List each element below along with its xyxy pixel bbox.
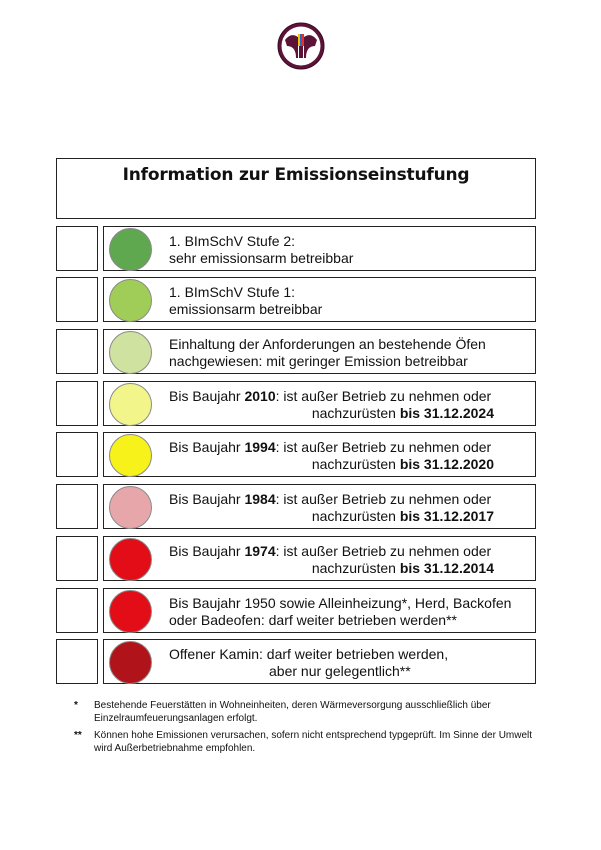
row-label-line2: aber nur gelegentlich** — [269, 663, 411, 679]
row-label — [169, 233, 353, 267]
emission-row — [56, 432, 536, 477]
checkbox[interactable] — [56, 432, 98, 477]
row-label-line2: nachgewiesen: mit geringer Emission betreibbar — [169, 353, 468, 369]
footnote-mark: ** — [74, 730, 82, 741]
footnote-2 — [74, 729, 544, 755]
emission-color-dot-icon — [109, 538, 152, 581]
row-label-line1: Offener Kamin: darf weiter betrieben werden, — [169, 646, 449, 662]
row-label-part: bis 31.12.2017 — [399, 508, 494, 524]
emission-color-dot-icon — [109, 590, 152, 633]
row-label-part: nachzurüsten — [311, 560, 400, 576]
row-label-part: nachzurüsten — [311, 456, 400, 472]
row-label-part: bis 31.12.2014 — [399, 560, 494, 576]
row-label-line2 — [169, 456, 494, 473]
page-title: Information zur Emissionseinstufung — [122, 165, 470, 185]
emission-row — [56, 277, 536, 322]
emission-row — [56, 484, 536, 529]
row-label-line1 — [169, 439, 494, 456]
checkbox[interactable] — [56, 329, 98, 374]
row-label-line1: 1. BImSchV Stufe 1: — [169, 284, 296, 300]
row-label-line2 — [169, 508, 494, 525]
row-label-part: Bis Baujahr — [169, 388, 245, 404]
row-label-line2: sehr emissionsarm betreibbar — [169, 250, 354, 266]
row-label-line1 — [169, 491, 494, 508]
row-content — [103, 484, 536, 529]
footnote-mark: * — [74, 700, 78, 711]
row-label — [169, 491, 494, 525]
row-label-part: : ist außer Betrieb zu nehmen oder — [275, 543, 492, 559]
checkbox[interactable] — [56, 639, 98, 684]
row-label-part: 1974 — [244, 543, 276, 559]
emission-row — [56, 639, 536, 684]
row-label-line1 — [169, 388, 494, 405]
emission-color-dot-icon — [109, 641, 152, 684]
guild-logo-icon — [277, 22, 325, 70]
row-content — [103, 329, 536, 374]
row-label — [169, 646, 448, 680]
row-label — [169, 543, 494, 577]
row-label-line1 — [169, 543, 494, 560]
checkbox[interactable] — [56, 588, 98, 633]
checkbox[interactable] — [56, 381, 98, 426]
row-label-line2: oder Badeofen: darf weiter betrieben werden** — [169, 612, 457, 628]
row-content — [103, 536, 536, 581]
row-label-line2 — [169, 405, 494, 422]
checkbox[interactable] — [56, 484, 98, 529]
row-label-line1: 1. BImSchV Stufe 2: — [169, 233, 296, 249]
row-content — [103, 432, 536, 477]
checkbox[interactable] — [56, 226, 98, 271]
emission-row — [56, 381, 536, 426]
row-label — [169, 595, 511, 629]
footnote-text: Bestehende Feuerstätten in Wohneinheiten, deren Wärmeversorgung ausschließlich über Einzelraumfeuerungsanlagen erfolgt. — [94, 700, 491, 724]
row-label-part: Bis Baujahr — [169, 543, 245, 559]
row-label-line2: emissionsarm betreibbar — [169, 301, 323, 317]
emission-row — [56, 329, 536, 374]
row-label-part: bis 31.12.2024 — [399, 405, 494, 421]
emission-color-dot-icon — [109, 486, 152, 529]
row-label-part: 1984 — [244, 491, 276, 507]
row-label — [169, 388, 494, 422]
row-label-part: 2010 — [244, 388, 276, 404]
row-label-line2 — [169, 560, 494, 577]
footnote-1 — [74, 699, 544, 725]
emission-color-dot-icon — [109, 331, 152, 374]
row-content — [103, 277, 536, 322]
emission-color-dot-icon — [109, 228, 152, 271]
title-box — [56, 158, 536, 219]
row-label-line1: Bis Baujahr 1950 sowie Alleinheizung*, Herd, Backofen — [169, 595, 512, 611]
checkbox[interactable] — [56, 536, 98, 581]
emission-color-dot-icon — [109, 434, 152, 477]
row-content — [103, 639, 536, 684]
row-content — [103, 381, 536, 426]
row-label — [169, 336, 486, 370]
row-label-part: : ist außer Betrieb zu nehmen oder — [275, 388, 492, 404]
emission-row — [56, 588, 536, 633]
row-label — [169, 439, 494, 473]
row-label-part: : ist außer Betrieb zu nehmen oder — [275, 491, 492, 507]
footnotes — [74, 699, 544, 759]
row-content — [103, 226, 536, 271]
row-label-part: nachzurüsten — [311, 508, 400, 524]
row-label-part: bis 31.12.2020 — [399, 456, 494, 472]
checkbox[interactable] — [56, 277, 98, 322]
row-label-part: Bis Baujahr — [169, 491, 245, 507]
row-label — [169, 284, 322, 318]
row-label-part: Bis Baujahr — [169, 439, 245, 455]
emission-row — [56, 226, 536, 271]
emission-color-dot-icon — [109, 383, 152, 426]
row-label-line1: Einhaltung der Anforderungen an bestehende Öfen — [169, 336, 486, 352]
row-label-part: nachzurüsten — [311, 405, 400, 421]
footnote-text: Können hohe Emissionen verursachen, sofern nicht entsprechend typgeprüft. Im Sinne der Umwelt wird Außerbetriebnahme empfohlen. — [94, 730, 533, 754]
row-label-part: 1994 — [244, 439, 276, 455]
row-label-part: : ist außer Betrieb zu nehmen oder — [275, 439, 492, 455]
emission-row — [56, 536, 536, 581]
row-content — [103, 588, 536, 633]
emission-color-dot-icon — [109, 279, 152, 322]
